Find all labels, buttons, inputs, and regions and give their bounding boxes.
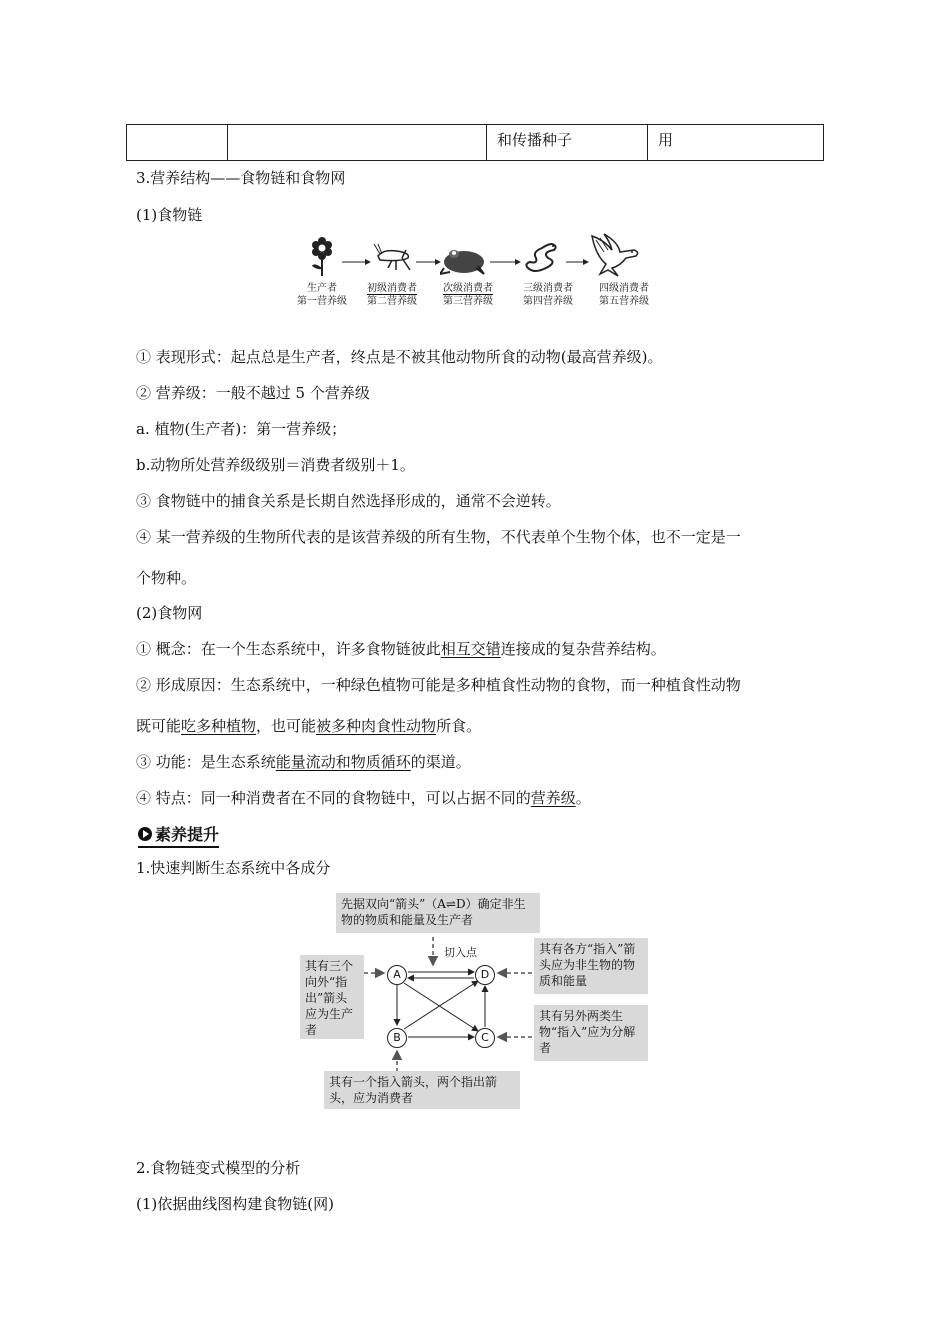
bottom-note-box: 其有一个指入箭头，两个指出箭头，应为消费者 <box>324 1071 520 1109</box>
table-cell: 和传播种子 <box>487 125 648 161</box>
right-bottom-note-box: 其有另外两类生物“指入”应为分解者 <box>534 1005 648 1061</box>
chain-label-producer: 生产者 第一营养级 <box>297 283 347 307</box>
section-3-title: 3.营养结构——食物链和食物网 <box>136 169 346 187</box>
food-web-subtitle: (2)食物网 <box>136 604 203 622</box>
web-point-1: ① 概念：在一个生态系统中，许多食物链彼此相互交错连接成的复杂营养结构。 <box>136 640 666 658</box>
item-2-title: 2.食物链变式模型的分析 <box>136 1159 301 1177</box>
table-row <box>127 125 824 161</box>
right-top-note-box: 其有各方“指入”箭头应为非生物的物质和能量 <box>534 938 648 994</box>
node-b: B <box>387 1028 407 1048</box>
entry-point-label: 切入点 <box>444 946 477 959</box>
chain-point-2: ② 营养级：一般不越过 5 个营养级 <box>136 384 370 402</box>
web-point-3: ③ 功能：是生态系统能量流动和物质循环的渠道。 <box>136 753 471 771</box>
play-icon <box>138 827 152 841</box>
table-cell <box>228 125 487 161</box>
left-note-box: 其有三个向外“指出”箭头应为生产者 <box>300 955 364 1039</box>
chain-point-a: a. 植物(生产者)：第一营养级； <box>136 420 347 438</box>
food-chain-subtitle: (1)食物链 <box>136 206 203 224</box>
ecosystem-diagram <box>296 893 652 1109</box>
chain-point-4b: 个物种。 <box>136 569 197 587</box>
table-cell: 用 <box>648 125 824 161</box>
component-table-fragment <box>126 124 824 161</box>
item-1-title: 1.快速判断生态系统中各成分 <box>136 859 331 877</box>
node-c: C <box>475 1028 495 1048</box>
web-point-2b: 既可能吃多种植物，也可能被多种肉食性动物所食。 <box>136 717 482 735</box>
chain-label-tertiary: 三级消费者 第四营养级 <box>523 283 573 307</box>
chain-point-3: ③ 食物链中的捕食关系是长期自然选择形成的，通常不会逆转。 <box>136 492 561 510</box>
node-d: D <box>475 965 495 985</box>
web-point-2a: ② 形成原因：生态系统中，一种绿色植物可能是多种植食性动物的食物，而一种植食性动物 <box>136 676 741 694</box>
web-point-4: ④ 特点：同一种消费者在不同的食物链中，可以占据不同的营养级。 <box>136 789 591 807</box>
chain-label-secondary: 次级消费者 第三营养级 <box>443 283 493 307</box>
chain-label-quaternary: 四级消费者 第五营养级 <box>599 283 649 307</box>
chain-point-4a: ④ 某一营养级的生物所代表的是该营养级的所有生物，不代表单个生物个体，也不一定是一 <box>136 528 741 546</box>
chain-point-b: b.动物所处营养级级别＝消费者级别＋1。 <box>136 456 415 474</box>
food-chain-figure <box>290 232 670 312</box>
section-heading: 素养提升 <box>138 822 219 845</box>
item-2-subtitle: (1)依据曲线图构建食物链(网) <box>136 1195 334 1213</box>
node-a: A <box>387 965 407 985</box>
table-cell <box>127 125 228 161</box>
top-note-box: 先据双向“箭头”（A⇌D）确定非生物的物质和能量及生产者 <box>336 893 540 933</box>
chain-label-primary: 初级消费者 第二营养级 <box>367 283 417 307</box>
chain-point-1: ① 表现形式：起点总是生产者，终点是不被其他动物所食的动物(最高营养级)。 <box>136 348 663 366</box>
